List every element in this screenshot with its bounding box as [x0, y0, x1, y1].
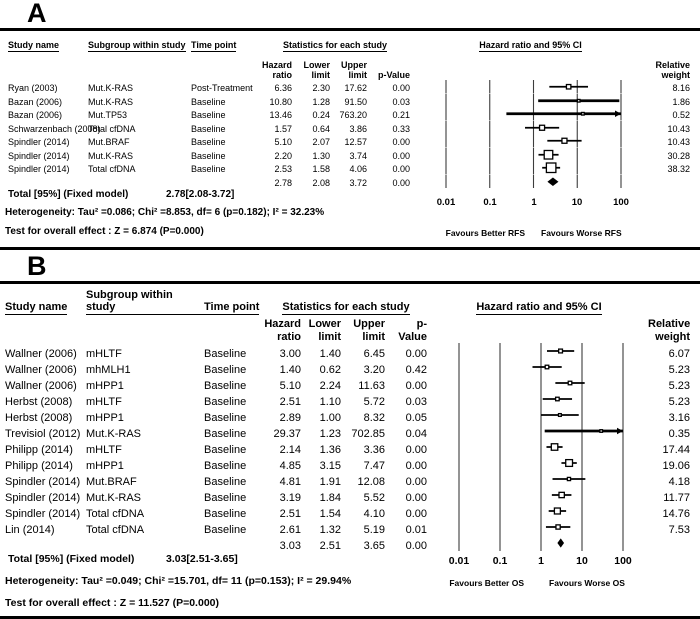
axis-tick-label: 10: [576, 555, 588, 567]
lower-cell: 1.00: [319, 411, 341, 424]
hr-cell: 10.80: [269, 96, 292, 107]
total-label: Total [95%] (Fixed model): [8, 189, 129, 200]
lower-cell: 0.62: [319, 363, 341, 376]
panel-a-column-headers: [0, 31, 700, 52]
study-name-cell: Wallner (2006): [5, 379, 77, 392]
study-name-cell: Schwarzenbach (2008): [8, 123, 101, 134]
weight-cell: 10.43: [667, 137, 690, 148]
study-name-cell: Wallner (2006): [5, 363, 77, 376]
upper-cell: 3.86: [349, 123, 367, 134]
header-lower-limit: Lower limit: [303, 59, 330, 80]
time-point-cell: Baseline: [191, 137, 226, 148]
ci-plot: [430, 487, 648, 503]
summary-diamond: [557, 538, 564, 547]
forest-row: [0, 503, 700, 519]
ci-plot: [430, 375, 648, 391]
hr-cell: 6.36: [274, 83, 292, 94]
time-point-cell: Baseline: [204, 347, 247, 360]
p-cell: 0.01: [405, 523, 427, 536]
study-name-cell: Spindler (2014): [8, 137, 70, 148]
ci-plot: [413, 161, 648, 175]
favours-right-label: Favours Worse RFS: [541, 228, 622, 238]
hr-cell: 4.81: [279, 475, 301, 488]
heterogeneity-text: Heterogeneity: Tau² =0.049; Chi² =15.701, df= 11 (p=0.153); I² = 29.94%: [5, 575, 352, 587]
axis-tick-label: 100: [614, 555, 632, 567]
time-point-cell: Baseline: [204, 395, 247, 408]
hr-cell: 5.10: [274, 137, 292, 148]
time-point-cell: Baseline: [204, 427, 247, 440]
upper-cell: 5.52: [363, 491, 385, 504]
lower-cell: 2.30: [312, 83, 330, 94]
forest-row: [0, 161, 700, 175]
ci-plot: [430, 407, 648, 423]
time-point-cell: Baseline: [191, 164, 226, 175]
total-label: Total [95%] (Fixed model): [8, 553, 135, 565]
weight-cell: 30.28: [667, 150, 690, 161]
header-time-point: Time point: [204, 301, 260, 313]
time-point-cell: Baseline: [204, 379, 247, 392]
weight-cell: 10.43: [667, 123, 690, 134]
time-point-cell: Baseline: [204, 443, 247, 456]
forest-row: [0, 359, 700, 375]
study-name-cell: Philipp (2014): [5, 443, 73, 456]
weight-cell: 7.53: [668, 523, 690, 536]
p-cell: 0.00: [405, 507, 427, 520]
hr-cell: 2.78: [274, 177, 292, 188]
axis-tick-label: 1: [531, 197, 537, 208]
upper-cell: 5.19: [363, 523, 385, 536]
forest-row: [0, 423, 700, 439]
hr-cell: 3.19: [279, 491, 301, 504]
header-lower-limit: Lower limit: [308, 318, 341, 343]
study-name-cell: Ryan (2003): [8, 83, 58, 94]
upper-cell: 91.50: [344, 96, 367, 107]
hr-cell: 2.89: [279, 411, 301, 424]
header-hr-ci: Hazard ratio and 95% CI: [476, 301, 602, 313]
upper-cell: 702.85: [351, 427, 385, 440]
upper-cell: 3.20: [363, 363, 385, 376]
subgroup-cell: Mut.K-RAS: [88, 150, 134, 161]
ci-plot: [413, 107, 648, 121]
header-subgroup: Subgroup within study: [88, 40, 186, 50]
ci-plot: [413, 94, 648, 108]
p-cell: 0.00: [405, 475, 427, 488]
lower-cell: 1.23: [319, 427, 341, 440]
hr-cell: 3.03: [279, 539, 301, 552]
axis-tick-label: 10: [571, 197, 583, 208]
p-cell: 0.33: [392, 123, 410, 134]
weight-cell: 14.76: [662, 507, 690, 520]
lower-cell: 2.08: [312, 177, 330, 188]
subgroup-cell: mHPP1: [86, 379, 124, 392]
p-cell: 0.42: [405, 363, 427, 376]
section-divider: [0, 247, 700, 250]
study-name-cell: Trevisiol (2012): [5, 427, 81, 440]
subgroup-cell: Total cfDNA: [88, 164, 136, 175]
lower-cell: 1.58: [312, 164, 330, 175]
favours-left-label: Favours Better RFS: [445, 228, 525, 238]
weight-cell: 4.18: [668, 475, 690, 488]
p-cell: 0.00: [392, 177, 410, 188]
time-point-cell: Baseline: [191, 150, 226, 161]
lower-cell: 2.07: [312, 137, 330, 148]
upper-cell: 3.74: [349, 150, 367, 161]
time-point-cell: Baseline: [204, 507, 247, 520]
p-cell: 0.00: [405, 347, 427, 360]
ci-plot: [430, 359, 648, 375]
weight-cell: 11.77: [663, 491, 690, 504]
p-cell: 0.00: [405, 443, 427, 456]
ci-plot: [430, 455, 648, 471]
lower-cell: 0.64: [312, 123, 330, 134]
ci-plot: [430, 471, 648, 487]
upper-cell: 3.65: [363, 539, 385, 552]
time-point-cell: Baseline: [204, 459, 247, 472]
forest-row: [0, 471, 700, 487]
weight-cell: 0.52: [672, 110, 690, 121]
hr-cell: 5.10: [279, 379, 301, 392]
forest-row: [0, 439, 700, 455]
forest-row: [0, 375, 700, 391]
panel-a-rows: [0, 80, 700, 188]
ci-plot: [430, 439, 648, 455]
hr-cell: 13.46: [269, 110, 292, 121]
upper-cell: 5.72: [363, 395, 385, 408]
forest-row: [0, 343, 700, 359]
forest-row: [0, 487, 700, 503]
upper-cell: 8.32: [363, 411, 385, 424]
p-cell: 0.03: [392, 96, 410, 107]
header-hazard-ratio: Hazard ratio: [261, 59, 292, 80]
forest-row: [0, 455, 700, 471]
subgroup-cell: Total cfDNA: [86, 507, 145, 520]
upper-cell: 17.62: [344, 83, 367, 94]
axis-tick-label: 100: [613, 197, 629, 208]
subgroup-cell: mHLTF: [86, 395, 122, 408]
lower-cell: 1.36: [319, 443, 341, 456]
lower-cell: 2.24: [319, 379, 341, 392]
study-name-cell: Herbst (2008): [5, 411, 73, 424]
hr-cell: 2.61: [279, 523, 301, 536]
study-name-cell: Wallner (2006): [5, 347, 77, 360]
lower-cell: 2.51: [319, 539, 341, 552]
header-upper-limit: Upper limit: [353, 318, 385, 343]
header-statistics: Statistics for each study: [282, 40, 388, 50]
panel-a-label: A: [27, 0, 48, 28]
ci-plot: [413, 80, 648, 94]
lower-cell: 1.91: [319, 475, 341, 488]
header-relative-weight: Relative weight: [648, 318, 691, 343]
subgroup-cell: mHLTF: [86, 347, 122, 360]
weight-cell: 6.07: [668, 347, 690, 360]
hr-cell: 2.53: [274, 164, 292, 175]
study-name-cell: Spindler (2014): [5, 475, 81, 488]
time-point-cell: Baseline: [191, 110, 226, 121]
weight-cell: 19.06: [662, 459, 690, 472]
subgroup-cell: Total cfDNA: [86, 523, 145, 536]
panel-b-column-headers: [0, 284, 700, 313]
subgroup-cell: Mut.BRAF: [88, 137, 130, 148]
subgroup-cell: mHLTF: [86, 443, 122, 456]
study-name-cell: Spindler (2014): [5, 491, 81, 504]
weight-cell: 0.35: [668, 427, 690, 440]
upper-cell: 12.57: [344, 137, 367, 148]
study-name-cell: Philipp (2014): [5, 459, 73, 472]
p-cell: 0.00: [392, 83, 410, 94]
upper-cell: 12.08: [357, 475, 385, 488]
p-cell: 0.05: [405, 411, 427, 424]
lower-cell: 0.24: [312, 110, 330, 121]
ci-plot: [413, 121, 648, 135]
ci-plot: [430, 535, 648, 551]
weight-cell: 17.44: [662, 443, 690, 456]
favours-left-label: Favours Better OS: [449, 578, 524, 588]
overall-effect-text: Test for overall effect : Z = 11.527 (P=0.000): [5, 597, 219, 609]
time-point-cell: Baseline: [191, 96, 226, 107]
forest-row: [0, 148, 700, 162]
upper-cell: 3.36: [363, 443, 385, 456]
p-cell: 0.03: [405, 395, 427, 408]
p-cell: 0.00: [405, 539, 427, 552]
lower-cell: 1.32: [319, 523, 341, 536]
panel-b: [0, 253, 700, 619]
subgroup-cell: Mut.BRAF: [86, 475, 137, 488]
study-name-cell: Spindler (2014): [5, 507, 81, 520]
heterogeneity-text: Heterogeneity: Tau² =0.086; Chi² =8.853, df= 6 (p=0.182); I² = 32.23%: [5, 207, 325, 218]
weight-cell: 5.23: [668, 379, 690, 392]
axis-tick-label: 0.01: [436, 197, 456, 208]
panel-b-label: B: [27, 251, 48, 281]
lower-cell: 1.84: [319, 491, 341, 504]
forest-row: [0, 134, 700, 148]
upper-cell: 11.63: [358, 379, 385, 392]
hr-cell: 4.85: [279, 459, 301, 472]
header-hazard-ratio: Hazard ratio: [264, 318, 301, 343]
hr-cell: 1.57: [274, 123, 292, 134]
panel-b-footer: [0, 551, 700, 615]
time-point-cell: Baseline: [204, 411, 247, 424]
weight-cell: 38.32: [667, 164, 690, 175]
time-point-cell: Baseline: [204, 491, 247, 504]
ci-plot: [430, 503, 648, 519]
study-name-cell: Bazan (2006): [8, 110, 63, 121]
header-hr-ci: Hazard ratio and 95% CI: [479, 40, 582, 50]
lower-cell: 1.10: [319, 395, 341, 408]
summary-diamond: [547, 177, 558, 185]
time-point-cell: Baseline: [204, 523, 247, 536]
header-study-name: Study name: [5, 301, 68, 313]
header-study-name: Study name: [8, 40, 60, 50]
ci-plot: [430, 519, 648, 535]
header-p-value: p-Value: [398, 318, 427, 343]
hr-cell: 1.40: [279, 363, 301, 376]
upper-cell: 7.47: [363, 459, 385, 472]
study-name-cell: Spindler (2014): [8, 164, 70, 175]
ci-plot: [413, 134, 648, 148]
total-value: 3.03[2.51-3.65]: [166, 553, 238, 565]
subgroup-cell: Mut.K-RAS: [86, 427, 142, 440]
p-cell: 0.00: [405, 491, 427, 504]
subgroup-cell: Mut.K-RAS: [88, 83, 134, 94]
p-cell: 0.04: [405, 427, 427, 440]
axis-tick-label: 0.01: [448, 555, 470, 567]
subgroup-cell: Mut.K-RAS: [88, 96, 134, 107]
lower-cell: 3.15: [319, 459, 341, 472]
forest-row: [0, 107, 700, 121]
time-point-cell: Post-Treatment: [191, 83, 253, 94]
subgroup-cell: mhMLH1: [86, 363, 131, 376]
study-name-cell: Lin (2014): [5, 523, 55, 536]
study-name-cell: Herbst (2008): [5, 395, 73, 408]
p-cell: 0.00: [392, 150, 410, 161]
panel-a-footer: [0, 188, 700, 246]
forest-row: [0, 80, 700, 94]
hr-cell: 2.20: [274, 150, 292, 161]
p-cell: 0.00: [405, 379, 427, 392]
axis-tick-label: 1: [538, 555, 544, 567]
subgroup-cell: Total cfDNA: [88, 123, 136, 134]
header-subgroup: Subgroup within study: [86, 289, 204, 315]
study-name-cell: Bazan (2006): [8, 96, 63, 107]
hr-cell: 2.14: [279, 443, 301, 456]
panel-a-subheaders: [0, 52, 700, 80]
time-point-cell: Baseline: [191, 123, 226, 134]
subgroup-cell: Mut.TP53: [88, 110, 128, 121]
hr-cell: 3.00: [279, 347, 301, 360]
ci-plot: [413, 148, 648, 162]
forest-row: [0, 407, 700, 423]
upper-cell: 6.45: [363, 347, 385, 360]
lower-cell: 1.54: [319, 507, 341, 520]
favours-right-label: Favours Worse OS: [549, 578, 625, 588]
time-point-cell: Baseline: [204, 363, 247, 376]
header-upper-limit: Upper limit: [340, 59, 367, 80]
hr-cell: 2.51: [279, 395, 301, 408]
overall-effect-text: Test for overall effect : Z = 6.874 (P=0.000): [5, 226, 204, 237]
lower-cell: 1.30: [312, 150, 330, 161]
p-cell: 0.21: [392, 110, 410, 121]
lower-cell: 1.28: [312, 96, 330, 107]
upper-cell: 4.06: [349, 164, 367, 175]
time-point-cell: Baseline: [204, 475, 247, 488]
upper-cell: 4.10: [363, 507, 385, 520]
lower-cell: 1.40: [319, 347, 341, 360]
p-cell: 0.00: [405, 459, 427, 472]
upper-cell: 3.72: [349, 177, 367, 188]
header-p-value: p-Value: [377, 69, 410, 80]
weight-cell: 8.16: [672, 83, 690, 94]
ci-plot: [430, 343, 648, 359]
forest-row: [0, 121, 700, 135]
weight-cell: 5.23: [668, 395, 690, 408]
header-time-point: Time point: [191, 40, 237, 50]
weight-cell: 5.23: [668, 363, 690, 376]
panel-b-rows: [0, 343, 700, 551]
subgroup-cell: mHPP1: [86, 459, 124, 472]
forest-row: [0, 519, 700, 535]
weight-cell: 3.16: [668, 411, 690, 424]
header-statistics: Statistics for each study: [282, 301, 410, 313]
header-relative-weight: Relative weight: [655, 59, 690, 80]
forest-row: [0, 391, 700, 407]
weight-cell: 1.86: [672, 96, 690, 107]
ci-plot: [413, 175, 648, 189]
p-cell: 0.00: [392, 164, 410, 175]
hr-cell: 2.51: [279, 507, 301, 520]
ci-plot: [430, 423, 648, 439]
axis-tick-label: 0.1: [483, 197, 497, 208]
axis-tick-label: 0.1: [492, 555, 508, 567]
upper-cell: 763.20: [339, 110, 367, 121]
panel-a: [0, 0, 700, 246]
total-value: 2.78[2.08-3.72]: [166, 189, 235, 200]
ci-plot: [430, 391, 648, 407]
forest-row: [0, 94, 700, 108]
subgroup-cell: mHPP1: [86, 411, 124, 424]
study-name-cell: Spindler (2014): [8, 150, 70, 161]
subgroup-cell: Mut.K-RAS: [86, 491, 142, 504]
hr-cell: 29.37: [273, 427, 301, 440]
p-cell: 0.00: [392, 137, 410, 148]
